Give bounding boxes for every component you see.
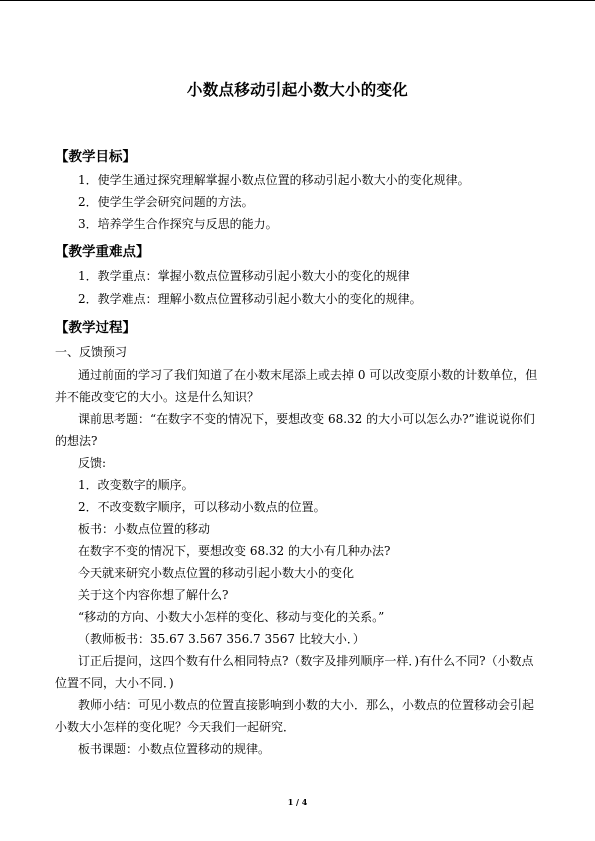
process-line: 板书课题：小数点位置移动的规律。 [78, 742, 271, 756]
section-heading-keypoints: 【教学重难点】 [55, 244, 150, 260]
process-line: 今天就来研究小数点位置的移动引起小数大小的变化 [78, 566, 355, 580]
process-line: 在数字不变的情况下，要想改变 68.32 的大小有几种办法? [78, 544, 391, 558]
process-line: 2．不改变数字顺序，可以移动小数点的位置。 [78, 500, 326, 514]
process-line: （教师板书：35.67 3.567 356.7 3567 比较大小．） [78, 632, 365, 646]
process-line: “移动的方向、小数大小怎样的变化、移动与变化的关系。” [78, 610, 385, 624]
section-heading-process: 【教学过程】 [55, 320, 136, 336]
process-line: 关于这个内容你想了解什么? [78, 588, 229, 602]
process-line: 订正后提问，这四个数有什么相同特点?（数字及排列顺序一样．)有什么不同?（小数点 [78, 654, 534, 668]
process-line: 的想法? [55, 434, 98, 448]
keypoint-item: 2．教学难点：理解小数点位置移动引起小数大小的变化的规律。 [78, 292, 422, 306]
document-title: 小数点移动引起小数大小的变化 [186, 81, 409, 99]
process-line: 小数大小怎样的变化呢？今天我们一起研究． [55, 720, 296, 734]
process-line: 位置不同，大小不同．) [55, 676, 174, 690]
process-line: 1．改变数字的顺序。 [78, 478, 194, 492]
page-number: 1 / 4 [287, 797, 308, 807]
page-top-border [0, 0, 595, 1]
process-line: 板书：小数点位置的移动 [78, 522, 211, 536]
process-line: 课前思考题：“在数字不变的情况下，要想改变 68.32 的大小可以怎么办?”谁说说你们 [78, 412, 535, 426]
process-line: 反馈: [78, 456, 107, 470]
process-line: 教师小结：可见小数点的位置直接影响到小数的大小．那么，小数点的位置移动会引起 [78, 698, 535, 712]
process-line: 一、反馈预习 [55, 345, 128, 359]
objective-item: 1．使学生通过探究理解掌握小数点位置的移动引起小数大小的变化规律。 [78, 173, 470, 187]
objective-item: 3．培养学生合作探究与反思的能力。 [78, 217, 278, 231]
keypoint-item: 1．教学重点：掌握小数点位置移动引起小数大小的变化的规律 [78, 269, 410, 283]
process-line: 并不能改变它的大小。这是什么知识？ [55, 390, 260, 404]
objective-item: 2．使学生学会研究问题的方法。 [78, 195, 254, 209]
section-heading-objectives: 【教学目标】 [55, 149, 136, 165]
process-line: 通过前面的学习了我们知道了在小数末尾添上或去掉 0 可以改变原小数的计数单位，但 [78, 368, 538, 382]
